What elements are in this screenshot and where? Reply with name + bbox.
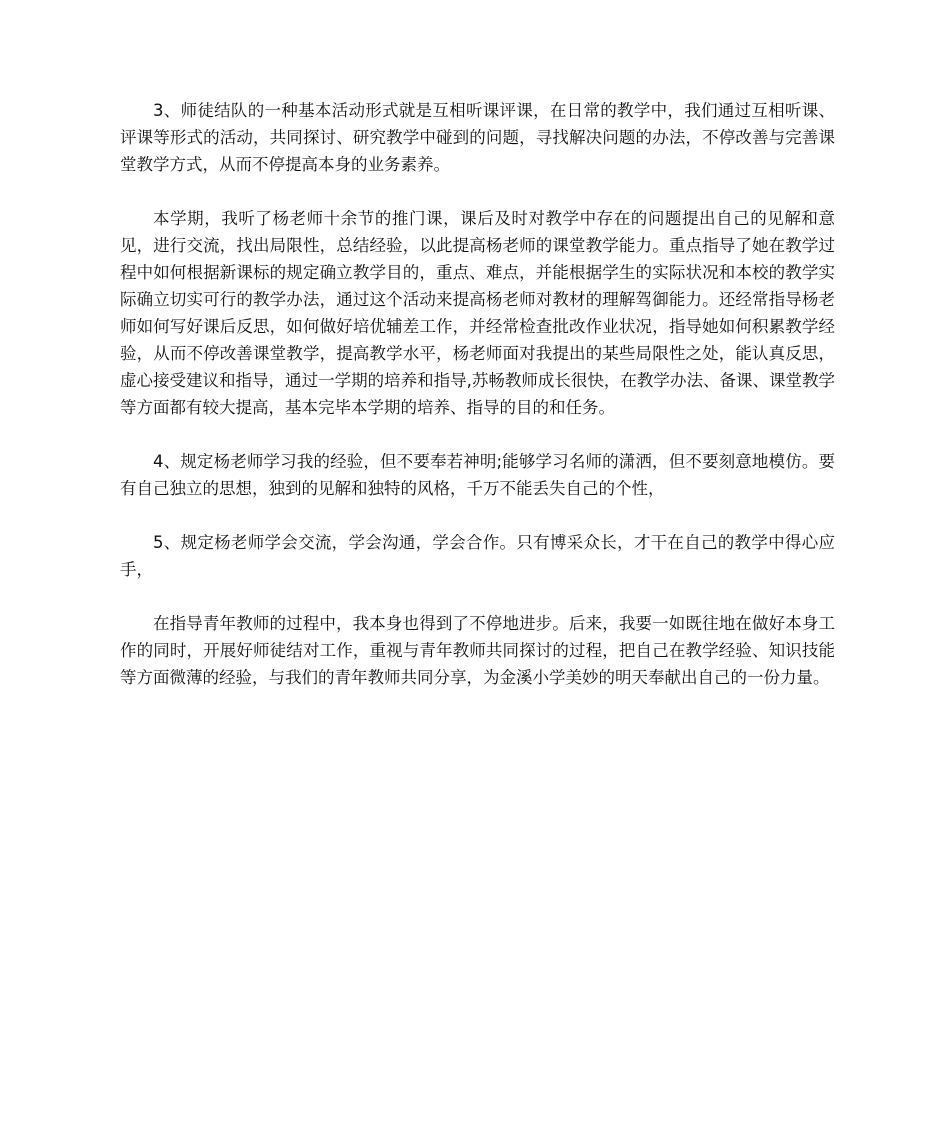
paragraph-semester-review: 本学期，我听了杨老师十余节的推门课，课后及时对教学中存在的问题提出自己的见解和意见，进行交流，找出局限性，总结经验，以此提高杨老师的课堂教学能力。重点指导了她在教学过程中如何根据新课标的规定确立教学目的，重点、难点，并能根据学生的实际状况和本校的教学实际确立切实可行的教学办法，通过这个活动来提高杨老师对教材的理解驾御能力。还经常指导杨老师如何写好课后反思，如何做好培优辅差工作，并经常检查批改作业状况，指导她如何积累教学经验，从而不停改善课堂教学，提高教学水平，杨老师面对我提出的某些局限性之处，能认真反思，虚心接受建议和指导，通过一学期的培养和指导,苏畅教师成长很快，在教学办法、备课、课堂教学等方面都有较大提高，基本完毕本学期的培养、指导的目的和任务。 [120, 209, 835, 417]
paragraph-learning-requirement: 4、规定杨老师学习我的经验，但不要奉若神明;能够学习名师的潇洒，但不要刻意地模仿。要有自己独立的思想，独到的见解和独特的风格，千万不能丢失自己的个性， [120, 452, 835, 498]
paragraph-communication-requirement: 5、规定杨老师学会交流，学会沟通，学会合作。只有博采众长，才干在自己的教学中得心应手， [120, 533, 835, 579]
paragraph-conclusion: 在指导青年教师的过程中，我本身也得到了不停地进步。后来，我要一如既往地在做好本身工作的同时，开展好师徒结对工作，重视与青年教师共同探讨的过程，把自己在教学经验、知识技能等方面微薄的经验，与我们的青年教师共同分享，为金溪小学美妙的明天奉献出自己的一份力量。 [120, 614, 835, 687]
document-page [120, 97, 835, 718]
paragraph-mentoring-activity: 3、师徒结队的一种基本活动形式就是互相听课评课，在日常的教学中，我们通过互相听课、评课等形式的活动，共同探讨、研究教学中碰到的问题，寻找解决问题的办法，不停改善与完善课堂教学方式，从而不停提高本身的业务素养。 [120, 101, 835, 174]
